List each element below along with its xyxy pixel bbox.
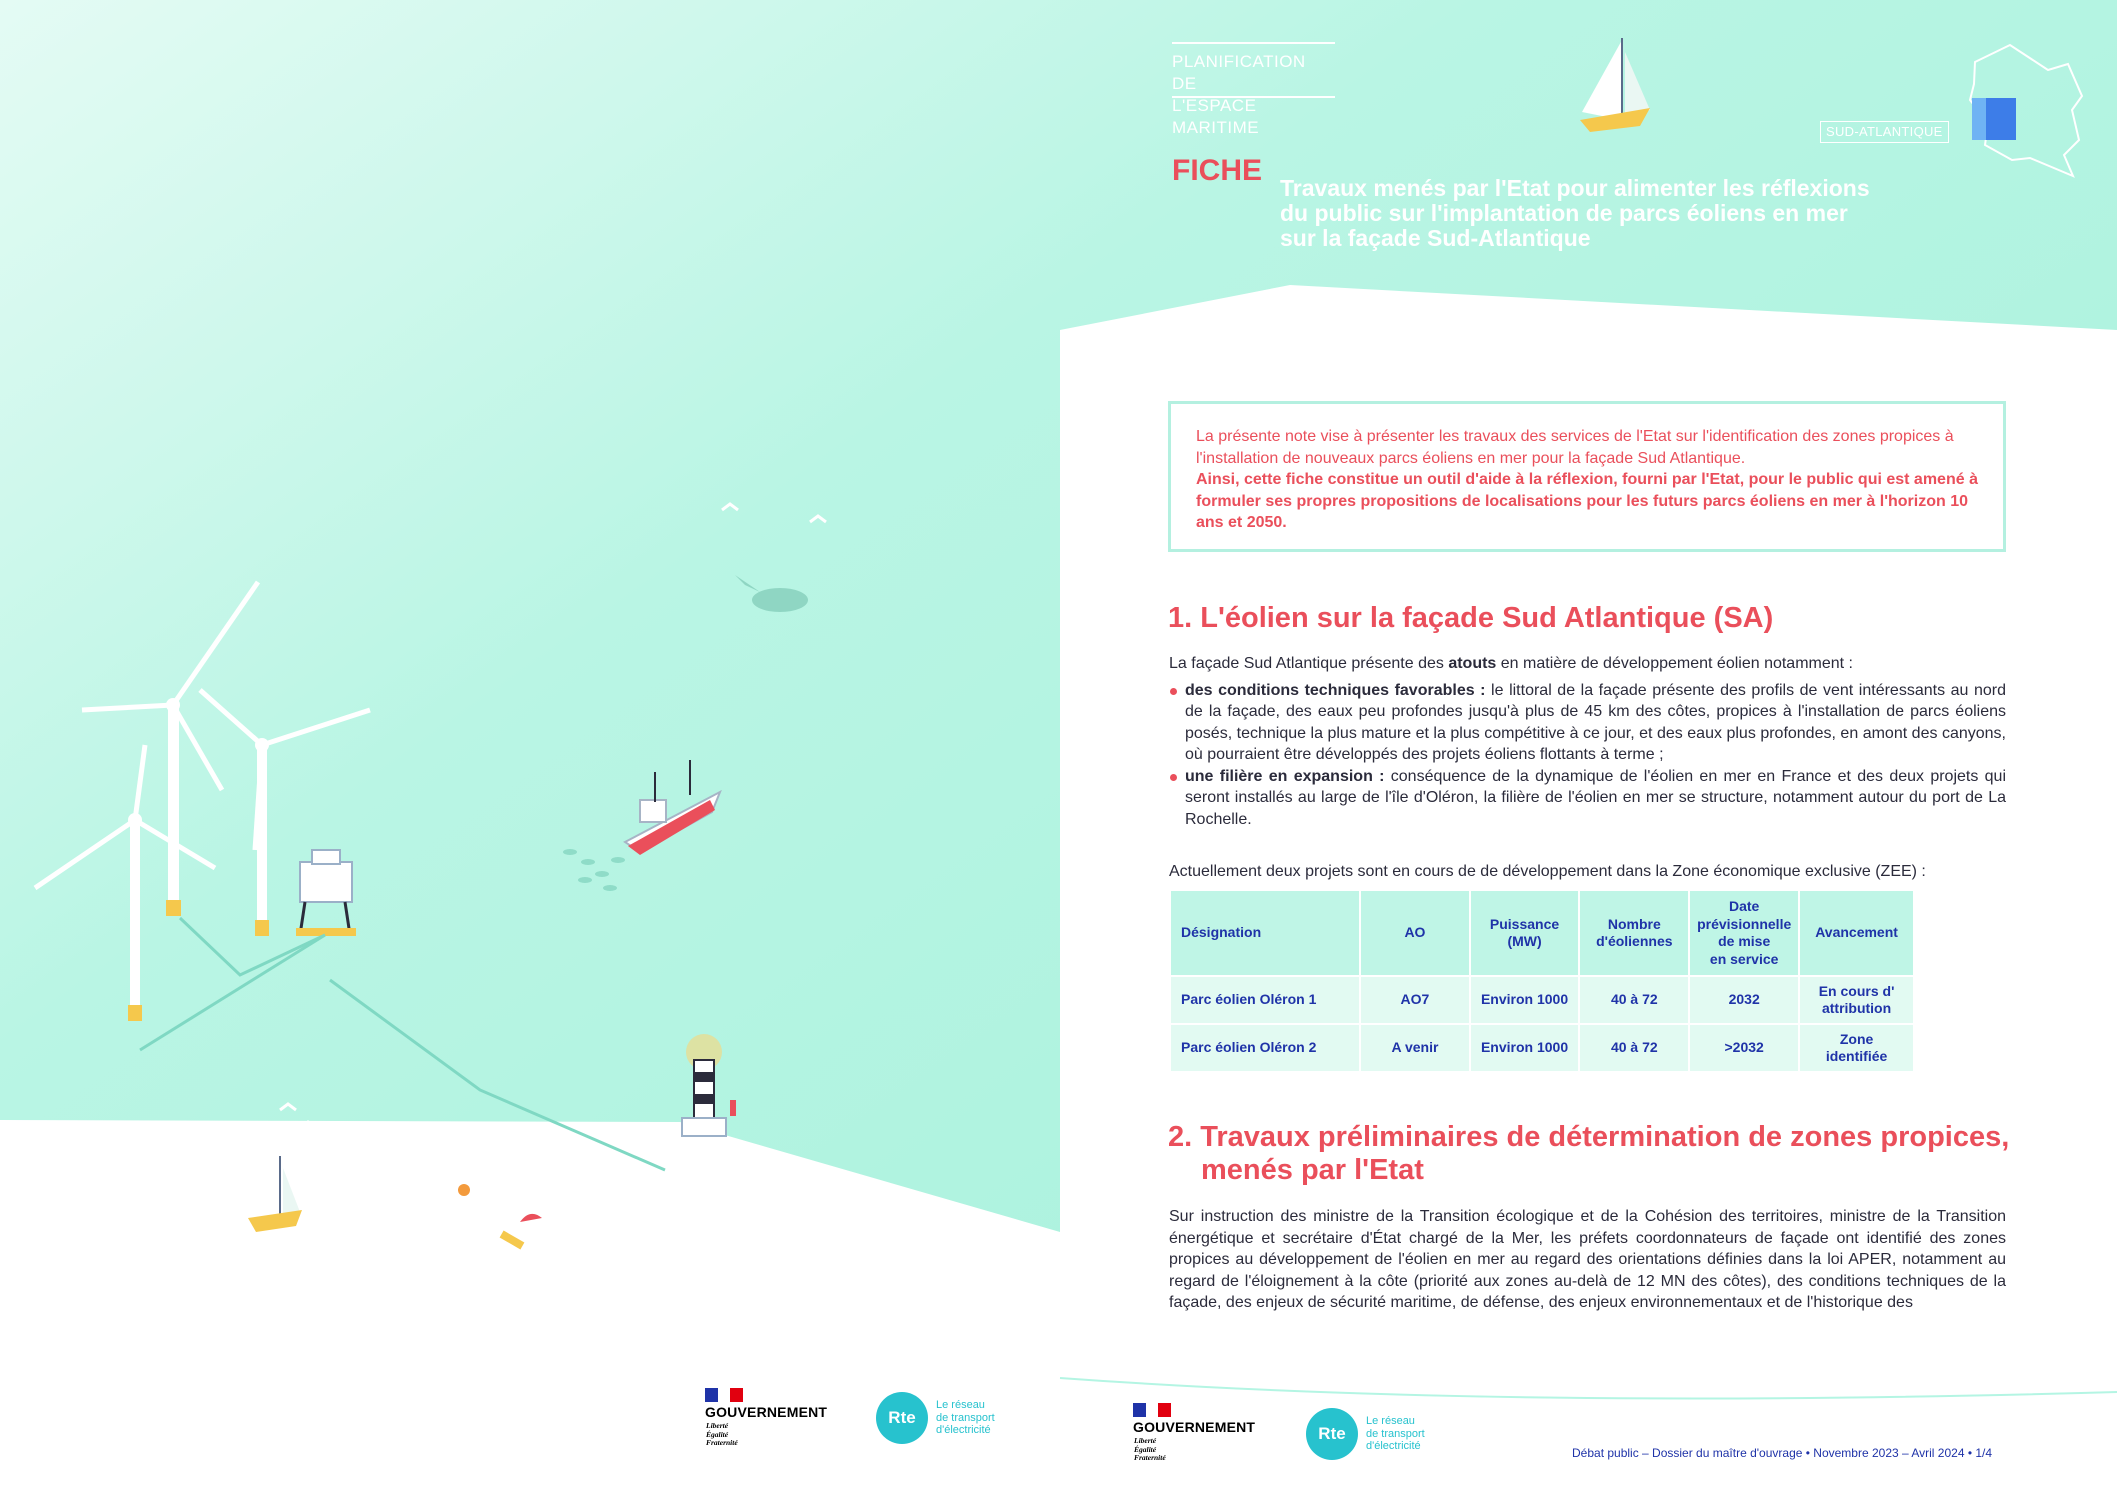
header-nombre xyxy=(1579,890,1689,976)
government-name: GOUVERNEMENT xyxy=(1133,1419,1256,1435)
government-name: GOUVERNEMENT xyxy=(705,1404,828,1420)
region-badge: SUD-ATLANTIQUE xyxy=(1820,121,1949,143)
section-2-body: Sur instruction des ministre de la Transition écologique et de la Cohésion des territoires, ministre de la Transition énergétique et secrétaire d'État chargé de la Mer, les préfets coordonnateurs de façade ont identifié des zones propices au développement de l'éolien en mer au regard des orientations définies dans la loi APER, notamment au regard de l'éloignement à la côte (priorité aux zones au-delà de 12 MN des côtes), des conditions techniques de la façade, des enjeux de sécurité maritime, de défense, des enjeux environnementaux et de l'historique des xyxy=(1169,1208,2006,1311)
cell-nombre: 40 à 72 xyxy=(1579,976,1689,1024)
advantages-list xyxy=(1169,680,2006,831)
rte-tag-line: d'électricité xyxy=(1366,1440,1421,1452)
cell-avancement-line1: Zone xyxy=(1839,1030,1874,1047)
government-motto xyxy=(1134,1437,1166,1463)
cell-avancement-line2: attribution xyxy=(1821,1000,1892,1016)
list-item-bold: des conditions techniques favorables : xyxy=(1185,681,1486,699)
rte-tag-line: de transport xyxy=(1366,1427,1425,1440)
cell-avancement xyxy=(1799,976,1914,1024)
cell-ao: A venir xyxy=(1360,1024,1469,1072)
rte-tag-line: d'électricité xyxy=(936,1424,991,1436)
lead-text: La façade Sud Atlantique présente des xyxy=(1169,655,1449,672)
section-1-title: 1. L'éolien sur la façade Sud Atlantique (SA) xyxy=(1168,602,1774,634)
table-header-row xyxy=(1170,890,1914,976)
rte-tag-line: Le réseau xyxy=(936,1399,985,1411)
section-1-lead xyxy=(1169,653,2006,675)
government-logo xyxy=(1133,1403,1263,1483)
motto-line: Liberté xyxy=(706,1421,729,1430)
cell-designation: Parc éolien Oléron 2 xyxy=(1170,1024,1360,1072)
section-2-title-line2: menés par l'Etat xyxy=(1201,1154,1424,1186)
page-title-line1: Travaux menés par l'Etat pour alimenter les réflexions xyxy=(1280,175,1870,201)
cell-avancement-line1: En cours d' xyxy=(1818,982,1895,999)
french-flag-icon xyxy=(1133,1403,1171,1417)
motto-line: Égalité xyxy=(1134,1444,1157,1454)
french-flag-icon xyxy=(705,1388,743,1402)
list-item-text: conséquence de la dynamique de l'éolien en mer en France et des deux projets qui seront installés au large de l'île d'Oléron, la filière de l'éolien en mer se structure, notamment autour du port de La Rochelle. xyxy=(1185,767,2007,828)
header-nombre-line2: d'éoliennes xyxy=(1596,933,1673,949)
cell-avancement-line2: identifiée xyxy=(1825,1048,1888,1064)
motto-line: Égalité xyxy=(706,1429,729,1439)
header-date-line1: Date xyxy=(1728,898,1760,914)
header-date-line2: prévisionnelle xyxy=(1697,915,1792,932)
motto-line: Liberté xyxy=(1134,1436,1157,1445)
government-motto xyxy=(706,1422,738,1448)
cell-avancement xyxy=(1799,1024,1914,1072)
header-nombre-line1: Nombre xyxy=(1607,915,1661,932)
page-title xyxy=(1280,176,1960,251)
rte-logo xyxy=(876,1392,1006,1448)
projects-table xyxy=(1169,889,1915,1073)
rte-tagline xyxy=(936,1399,1016,1437)
intro-box xyxy=(1168,401,2006,552)
header-ao: AO xyxy=(1360,890,1469,976)
footer-text: Débat public – Dossier du maître d'ouvrage • Novembre 2023 – Avril 2024 • 1/4 xyxy=(1572,1446,1993,1460)
table-intro: Actuellement deux projets sont en cours de de développement dans la Zone économique exclusive (ZEE) : xyxy=(1169,863,1926,880)
cell-ao: AO7 xyxy=(1360,976,1469,1024)
rte-mark-icon: Rte xyxy=(876,1392,928,1444)
rte-tag-line: Le réseau xyxy=(1366,1415,1415,1427)
list-item xyxy=(1169,766,2006,831)
cell-puissance: Environ 1000 xyxy=(1470,1024,1580,1072)
header-puissance-line2: (MW) xyxy=(1507,933,1542,949)
government-logo xyxy=(705,1388,835,1468)
header-designation: Désignation xyxy=(1170,890,1360,976)
section-1-body xyxy=(1169,653,2006,830)
lead-bold: atouts xyxy=(1448,655,1497,672)
motto-line: Fraternité xyxy=(1134,1453,1166,1462)
series-label-line2: L'ESPACE MARITIME xyxy=(1172,96,1260,137)
section-2-title-line1: 2. Travaux préliminaires de détermination de zones propices, xyxy=(1168,1121,2010,1153)
rte-tag-line: de transport xyxy=(936,1411,995,1424)
table-row xyxy=(1170,1024,1914,1072)
series-label xyxy=(1172,42,1335,137)
intro-text: La présente note vise à présenter les travaux des services de l'Etat sur l'identification des zones propices à l'installation de nouveaux parcs éoliens en mer pour la façade Sud Atlantique. xyxy=(1196,428,1954,467)
header-puissance xyxy=(1470,890,1580,976)
fiche-label: FICHE xyxy=(1172,154,1262,187)
cell-nombre: 40 à 72 xyxy=(1579,1024,1689,1072)
rte-tagline xyxy=(1366,1415,1446,1453)
section-2-title xyxy=(1168,1121,2028,1187)
header-puissance-line1: Puissance xyxy=(1489,915,1560,932)
buoy-icon xyxy=(458,1184,470,1196)
table-row xyxy=(1170,976,1914,1024)
header-avancement: Avancement xyxy=(1799,890,1914,976)
page-title-line2: du public sur l'implantation de parcs éoliens en mer xyxy=(1280,200,1848,226)
cell-designation: Parc éolien Oléron 1 xyxy=(1170,976,1360,1024)
header-date xyxy=(1689,890,1799,976)
lead-text-end: en matière de développement éolien notamment : xyxy=(1496,655,1853,672)
cell-date: 2032 xyxy=(1689,976,1799,1024)
page-title-line3: sur la façade Sud-Atlantique xyxy=(1280,225,1591,251)
header-date-line3: de mise xyxy=(1718,933,1771,949)
series-label-line1: PLANIFICATION DE xyxy=(1172,52,1306,93)
list-item-text: le littoral de la façade présente des profils de vent intéressants au nord de la façade, des eaux peu profondes jusqu'à plus de 45 km des côtes, propices à l'installation de parcs éoliens posés, technique la plus mature et la plus compétitive à ce jour, et des eaux plus profondes, en amont des canyons, où pourraient être développés des projets éoliens flottants à terme ; xyxy=(1185,681,2006,763)
cell-date: >2032 xyxy=(1689,1024,1799,1072)
rte-logo xyxy=(1306,1408,1436,1464)
intro-bold-text: Ainsi, cette fiche constitue un outil d'aide à la réflexion, fourni par l'Etat, pour le public qui est amené à formuler ses propres propositions de localisations pour les futurs parcs éoliens en mer à l'horizon 10 ans et 2050. xyxy=(1196,471,1978,531)
list-item xyxy=(1169,680,2006,766)
motto-line: Fraternité xyxy=(706,1438,738,1447)
cell-puissance: Environ 1000 xyxy=(1470,976,1580,1024)
list-item-bold: une filière en expansion : xyxy=(1185,767,1385,785)
rte-mark-icon: Rte xyxy=(1306,1408,1358,1460)
header-date-line4: en service xyxy=(1709,950,1779,967)
